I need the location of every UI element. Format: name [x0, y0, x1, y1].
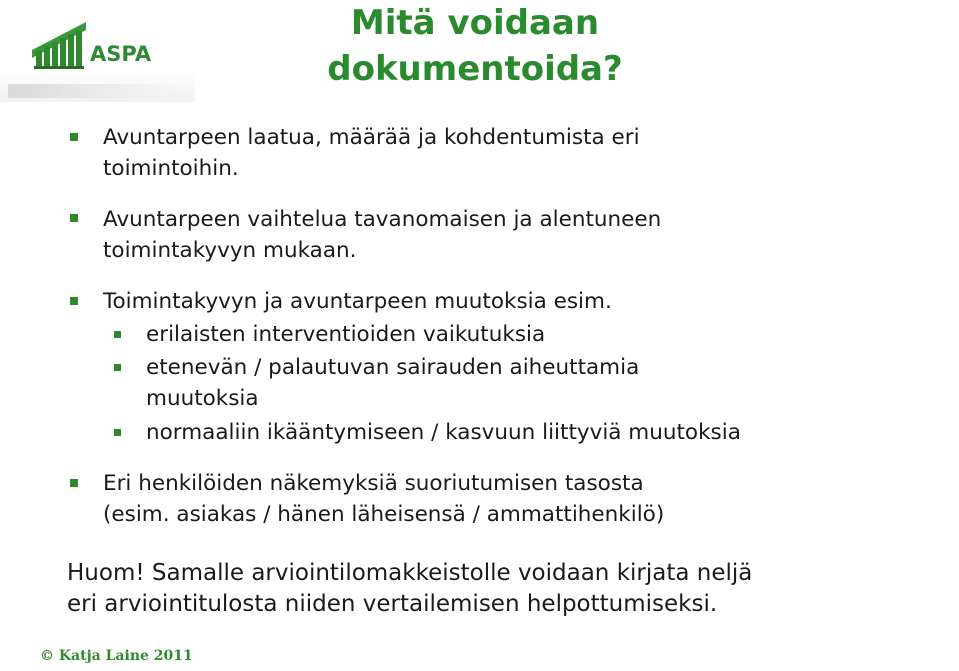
sub-bullet-item-3-line-1: normaaliin ikääntymiseen / kasvuun liittyviä muutoksia — [146, 420, 741, 445]
sub-bullet-item-2 — [146, 352, 639, 414]
sub-bullet-icon — [114, 429, 121, 436]
bullet-item-1-line-1: Avuntarpeen laatua, määrää ja kohdentumista eri — [103, 125, 640, 150]
page-title-line-2: dokumentoida? — [327, 49, 623, 89]
aspa-logo — [0, 0, 195, 102]
bullet-item-4-line-1: Eri henkilöiden näkemyksiä suoriutumisen tasosta — [103, 471, 644, 496]
sub-bullet-item-2-line-2: muutoksia — [146, 386, 259, 411]
bullet-item-2-line-2: toimintakyvyn mukaan. — [103, 238, 357, 263]
bullet-icon — [70, 297, 78, 305]
sub-bullet-icon — [114, 331, 121, 338]
bullet-icon — [70, 214, 78, 222]
note-line-2: eri arviointitulosta niiden vertailemisen helpottumiseksi. — [67, 591, 718, 617]
bullet-item-2 — [103, 204, 661, 266]
sub-bullet-item-2-line-1: etenevän / palautuvan sairauden aiheuttamia — [146, 355, 640, 380]
bullet-item-4-line-2: (esim. asiakas / hänen läheisensä / ammattihenkilö) — [103, 502, 665, 527]
copyright-footer: © Katja Laine 2011 — [40, 648, 193, 664]
sub-bullet-icon — [114, 364, 121, 371]
page-title-line-1: Mitä voidaan — [350, 3, 600, 43]
aspa-bar-chart-logo-icon — [30, 20, 88, 72]
bullet-item-2-line-1: Avuntarpeen vaihtelua tavanomaisen ja alentuneen — [103, 207, 662, 232]
logo-text: ASPA — [90, 42, 152, 66]
bullet-item-1 — [103, 122, 640, 184]
bullet-icon — [70, 479, 78, 487]
sub-bullet-item-3 — [146, 417, 741, 448]
page-title — [240, 0, 710, 92]
bullet-item-3-line-1: Toimintakyvyn ja avuntarpeen muutoksia esim. — [103, 289, 612, 314]
note-line-1: Huom! Samalle arviointilomakkeistolle voidaan kirjata neljä — [67, 560, 753, 586]
note-paragraph — [67, 558, 947, 620]
sub-bullet-item-1-line-1: erilaisten interventioiden vaikutuksia — [146, 322, 546, 347]
bullet-icon — [70, 133, 78, 141]
bullet-item-4 — [103, 468, 664, 530]
sub-bullet-item-1 — [146, 319, 545, 350]
logo-shadow-bar — [8, 84, 193, 98]
bullet-item-3 — [103, 286, 612, 317]
bullet-item-1-line-2: toimintoihin. — [103, 156, 239, 181]
